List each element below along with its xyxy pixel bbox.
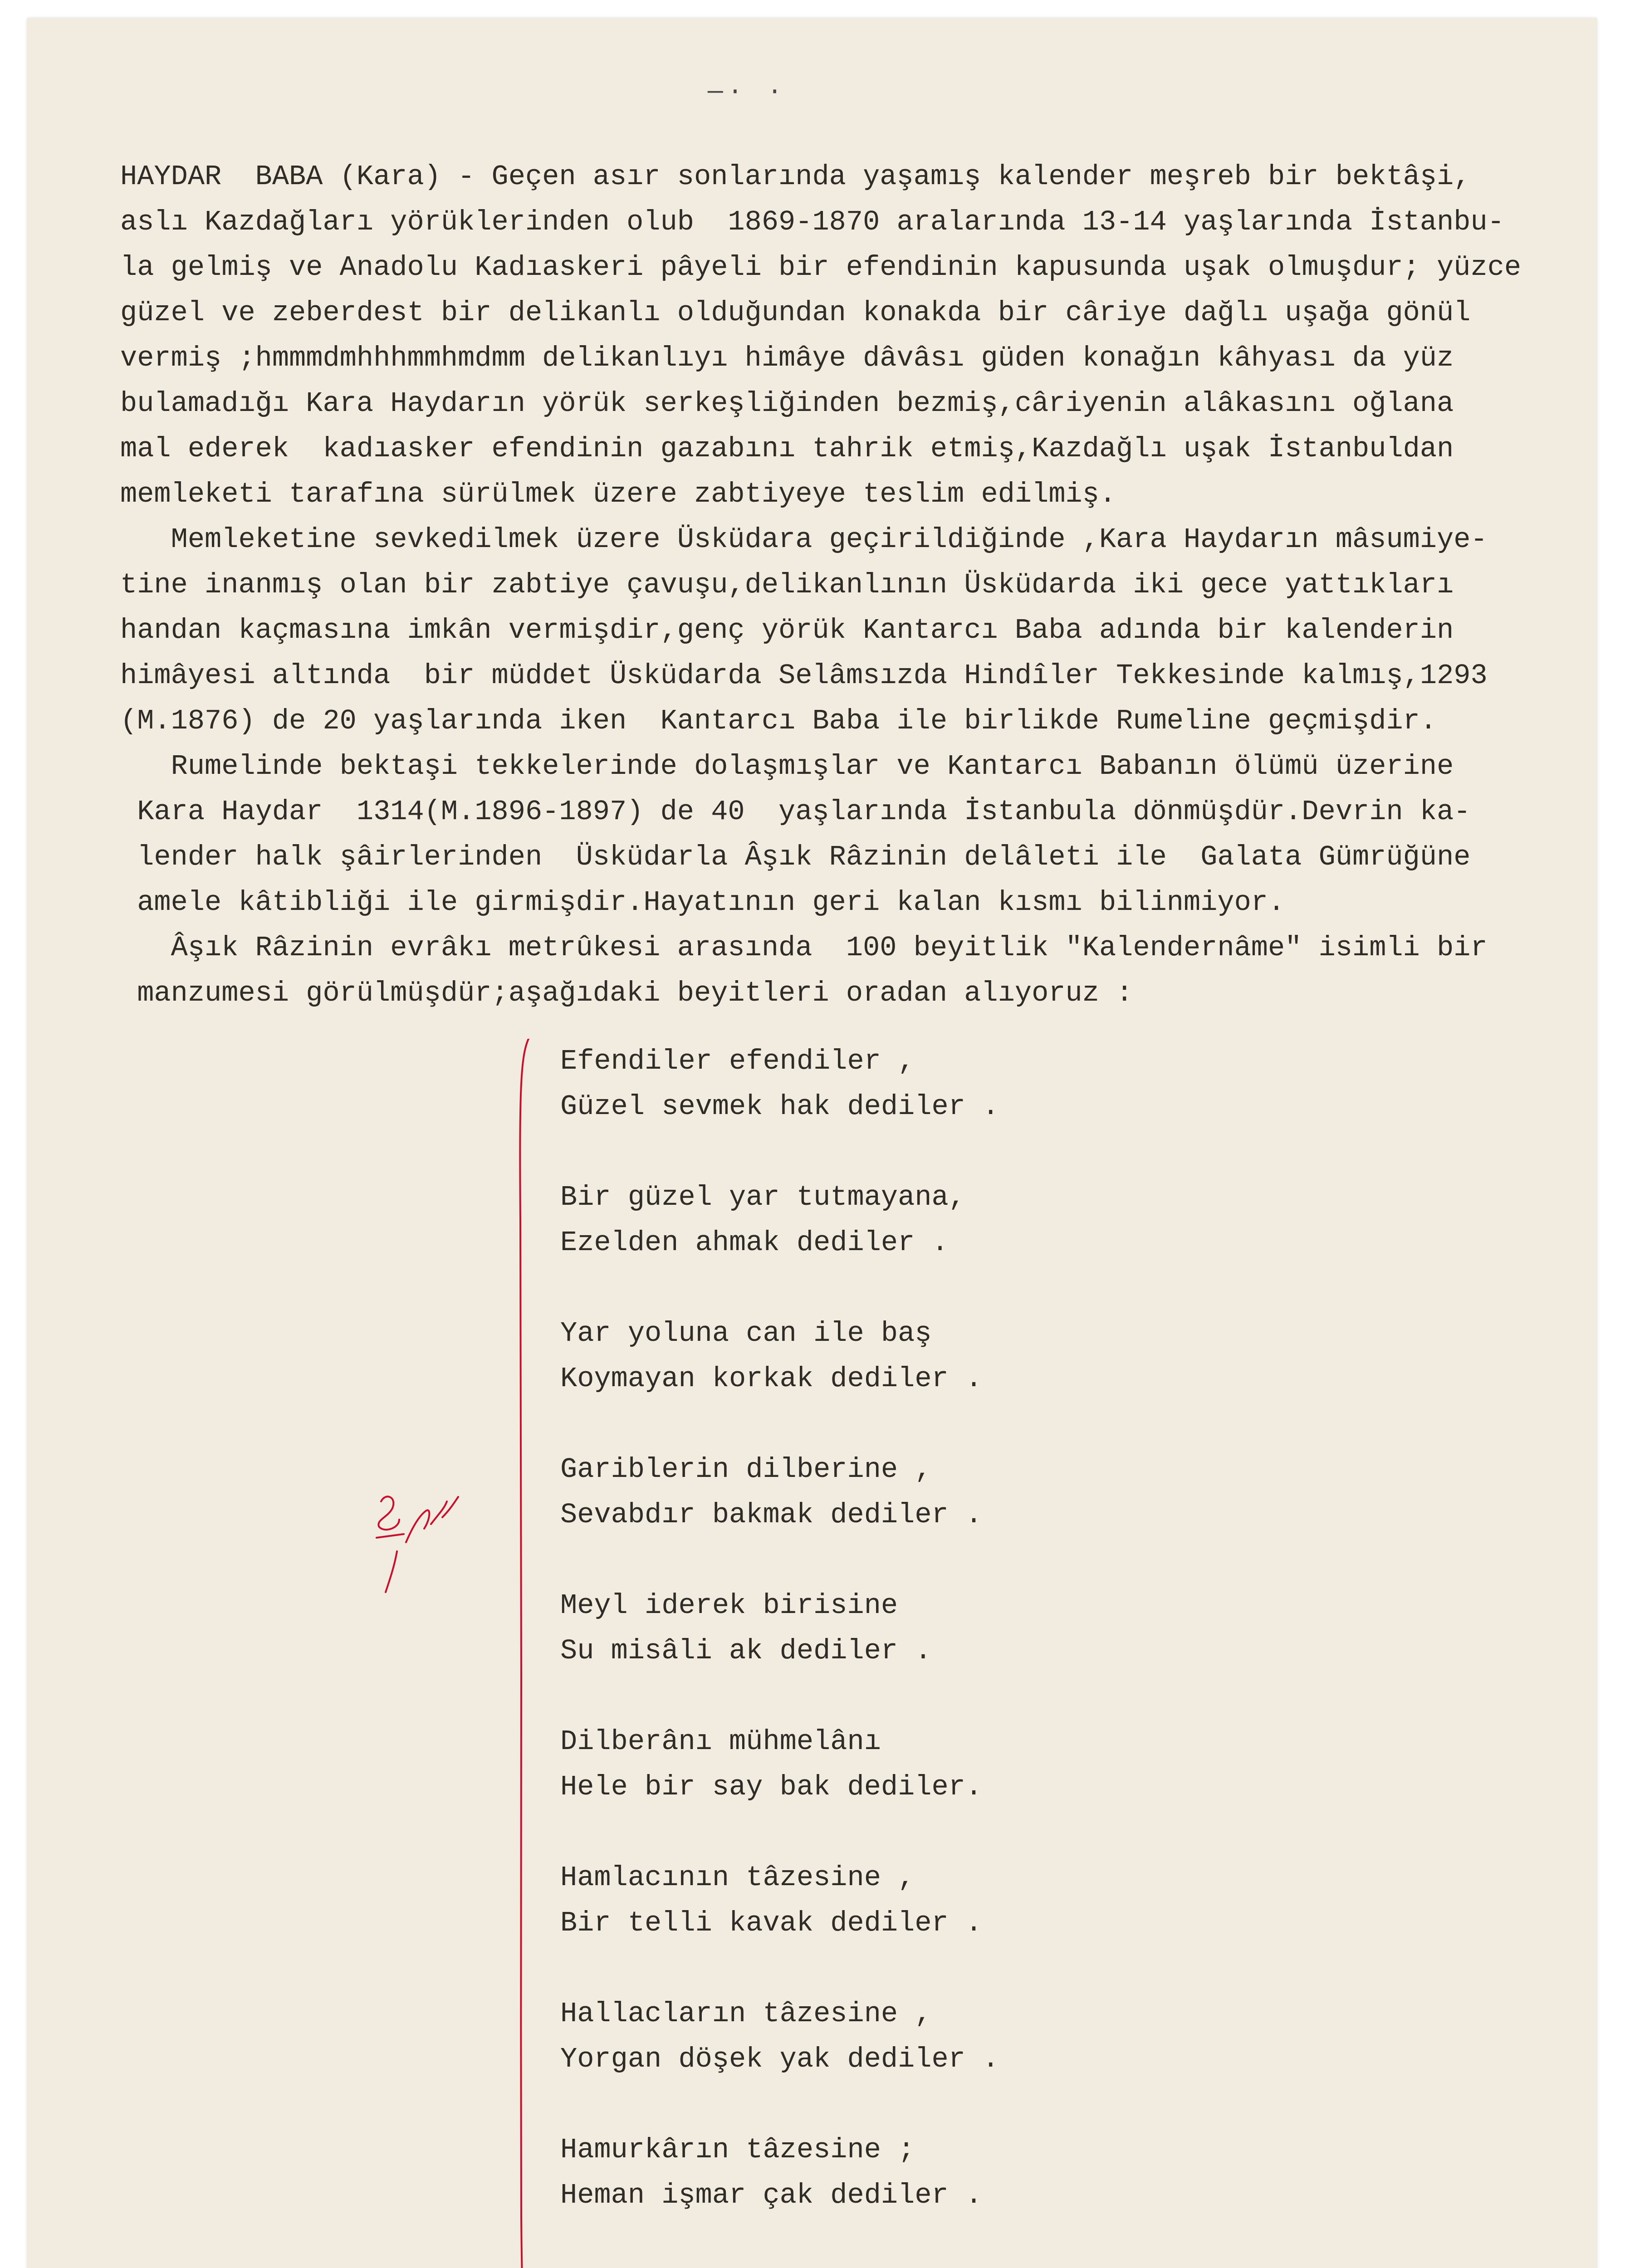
red-margin-annotation: [363, 1483, 472, 1601]
stanza: [560, 1583, 1377, 1674]
text-line: manzumesi görülmüşdür;aşağıdaki beyitleri oradan alıyoruz :: [120, 977, 1133, 1009]
paragraph-1: [120, 154, 1617, 517]
verse-line: Sevabdır bakmak dediler .: [560, 1499, 983, 1531]
stanza: [560, 1311, 1377, 1402]
text-line: la gelmiş ve Anadolu Kadıaskeri pâyeli bir efendinin kapusunda uşak olmuşdur; yüzce: [120, 251, 1522, 284]
text-line: Âşık Râzinin evrâkı metrûkesi arasında 100 beyitlik "Kalendernâme" isimli bir: [120, 932, 1488, 964]
stanza: [560, 1991, 1377, 2082]
stanza: [560, 1855, 1377, 1946]
verse-line: Yar yoluna can ile baş: [560, 1317, 932, 1349]
verse-line: Hamurkârın tâzesine ;: [560, 2134, 915, 2166]
paragraph-2: [120, 517, 1617, 744]
top-marks: —· ·: [708, 77, 787, 106]
text-line: vermiş ;hmmmdmhhhmmhmdmm delikanlıyı himâye dâvâsı güden konağın kâhyası da yüz: [120, 342, 1454, 374]
text-line: himâyesi altında bir müddet Üsküdarda Selâmsızda Hindîler Tekkesinde kalmış,1293: [120, 660, 1488, 692]
verse-line: Ezelden ahmak dediler .: [560, 1227, 949, 1259]
text-line: (M.1876) de 20 yaşlarında iken Kantarcı Baba ile birlikde Rumeline geçmişdir.: [120, 705, 1437, 737]
verse-line: Yorgan döşek yak dediler .: [560, 2043, 999, 2075]
text-line: lender halk şâirlerinden Üsküdarla Âşık Râzinin delâleti ile Galata Gümrüğüne: [120, 841, 1471, 873]
text-line: HAYDAR BABA (Kara) - Geçen asır sonlarında yaşamış kalender meşreb bir bektâşi,: [120, 161, 1471, 193]
stanza: [560, 1175, 1377, 1266]
verse-line: Efendiler efendiler ,: [560, 1045, 915, 1077]
text-line: amele kâtibliği ile girmişdir.Hayatının geri kalan kısmı bilinmiyor.: [120, 886, 1285, 919]
verse-line: Güzel sevmek hak dediler .: [560, 1090, 999, 1123]
paragraph-3: [120, 744, 1617, 925]
text-line: Kara Haydar 1314(M.1896-1897) de 40 yaşlarında İstanbula dönmüşdür.Devrin ka-: [120, 796, 1471, 828]
text-line: bulamadığı Kara Haydarın yörük serkeşliğinden bezmiş,câriyenin alâkasını oğlana: [120, 387, 1454, 420]
text-line: handan kaçmasına imkân vermişdir,genç yörük Kantarcı Baba adında bir kalenderin: [120, 614, 1454, 646]
verse-line: Hele bir say bak dediler.: [560, 1771, 983, 1803]
text-line: memleketi tarafına sürülmek üzere zabtiyeye teslim edilmiş.: [120, 478, 1116, 510]
poem: [560, 1039, 1377, 2268]
verse-line: Hallacların tâzesine ,: [560, 1998, 932, 2030]
verse-line: [560, 2263, 1377, 2268]
verse-line: Bir telli kavak dediler .: [560, 1907, 983, 1939]
verse-line: Dilberânı mühmelânı: [560, 1725, 881, 1758]
stanza: [560, 1039, 1377, 1129]
paragraph-4: [120, 925, 1617, 1016]
stanza: [560, 1447, 1377, 1538]
text-line: aslı Kazdağları yörüklerinden olub 1869-1870 aralarında 13-14 yaşlarında İstanbu-: [120, 206, 1504, 238]
verse-line: Koymayan korkak dediler .: [560, 1363, 983, 1395]
text-line: Rumelinde bektaşi tekkelerinde dolaşmışlar ve Kantarcı Babanın ölümü üzerine: [120, 750, 1454, 782]
text-line: mal ederek kadıasker efendinin gazabını tahrik etmiş,Kazdağlı uşak İstanbuldan: [120, 433, 1454, 465]
stanza: [560, 1719, 1377, 1810]
text-line: tine inanmış olan bir zabtiye çavuşu,delikanlının Üsküdarda iki gece yattıkları: [120, 569, 1454, 601]
text-line: güzel ve zeberdest bir delikanlı olduğundan konakda bir câriye dağlı uşağa gönül: [120, 297, 1471, 329]
stanza: [560, 2263, 1377, 2268]
document-page: [27, 18, 1597, 2268]
verse-line: Heman işmar çak dediler .: [560, 2179, 983, 2211]
red-margin-line: [515, 1039, 533, 2268]
verse-line: Hamlacının tâzesine ,: [560, 1862, 915, 1894]
text-line: Memleketine sevkedilmek üzere Üsküdara geçirildiğinde ,Kara Haydarın mâsumiye-: [120, 523, 1488, 556]
verse-line: Gariblerin dilberine ,: [560, 1453, 932, 1486]
verse-line: Bir güzel yar tutmayana,: [560, 1181, 965, 1213]
verse-line: Su misâli ak dediler .: [560, 1635, 932, 1667]
verse-line: Meyl iderek birisine: [560, 1589, 898, 1622]
stanza: [560, 2127, 1377, 2218]
